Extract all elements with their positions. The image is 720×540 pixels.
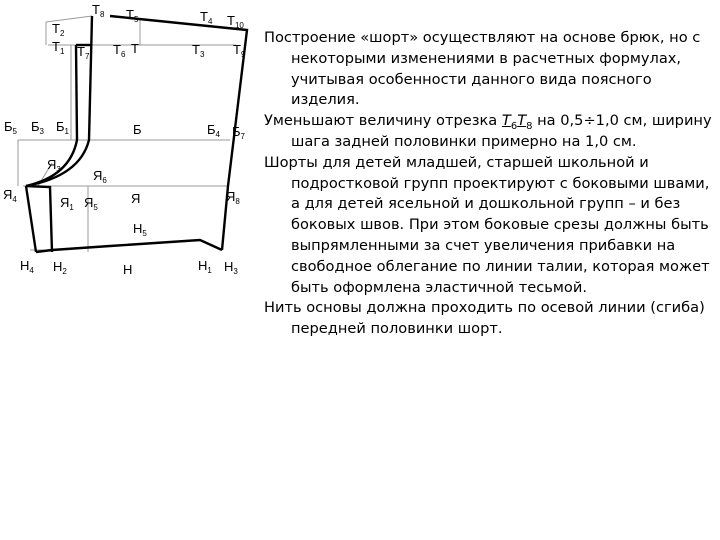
label-t3: $Т_3$ xyxy=(192,42,205,59)
description-text xyxy=(264,28,716,340)
label-t2: $Т_2$ xyxy=(52,21,65,38)
label-ya3: $Я_3$ xyxy=(47,157,61,174)
back-inseam-outline xyxy=(26,186,36,252)
label-t9: $Т_9$ xyxy=(233,42,246,59)
label-t7: $Т_7$ xyxy=(77,44,90,61)
reduction-before: Уменьшают величину отрезка xyxy=(264,112,502,130)
label-t4: $Т_4$ xyxy=(200,9,213,26)
label-ya1: $Я_1$ xyxy=(60,195,74,212)
label-b: Б xyxy=(133,122,142,137)
label-ya4: $Я_4$ xyxy=(3,187,17,204)
label-ya: Я xyxy=(131,191,141,206)
paragraph-grain-line: Нить основы должна проходить по осевой линии (сгиба) передней половинки шорт. xyxy=(264,299,705,338)
label-b1: $Б_1$ xyxy=(56,119,69,136)
shorts-pattern-diagram xyxy=(0,0,262,290)
label-h5: $Н_5$ xyxy=(133,221,147,238)
label-h3: $Н_3$ xyxy=(224,259,238,276)
label-ya5: $Я_5$ xyxy=(84,195,98,212)
hem-outline xyxy=(36,240,222,252)
label-t6: $Т_6$ xyxy=(113,42,126,59)
label-h4: $Н_4$ xyxy=(20,258,34,275)
label-t10: $Т_{10}$ xyxy=(227,13,244,30)
label-b5: $Б_5$ xyxy=(4,119,17,136)
label-t5: $Т_5$ xyxy=(126,7,139,24)
label-h1: $Н_1$ xyxy=(198,258,212,275)
segment-label: $Т_6Т_8$ xyxy=(501,112,533,133)
label-t8: $Т_8$ xyxy=(92,2,105,19)
label-t: Т xyxy=(131,41,139,56)
label-b4: $Б_4$ xyxy=(207,122,220,139)
paragraph-reduction xyxy=(264,111,716,153)
label-b3: $Б_3$ xyxy=(31,119,44,136)
label-h2: $Н_2$ xyxy=(53,259,67,276)
label-t1: $Т_1$ xyxy=(52,39,65,56)
label-ya6: $Я_6$ xyxy=(93,168,107,185)
pattern-drawing xyxy=(0,0,262,290)
reduction-after: на 0,5÷1,0 см, ширину шага задней половинки примерно на 1,0 см. xyxy=(291,112,712,150)
label-ya8: $Я_8$ xyxy=(226,189,240,206)
label-b7: $Б_7$ xyxy=(232,124,245,141)
paragraph-construction: Построение «шорт» осуществляют на основе брюк, но с некоторыми изменениями в расчетных формулах, учитывая особенности данного вида поясного изделия. xyxy=(264,29,701,109)
paragraph-children-groups: Шорты для детей младшей, старшей школьной и подростковой групп проектируют с боковыми швами, а для детей ясельной и дошкольной групп – и без боковых швов. При этом боковые срезы должны быть выпрямленными за счет увеличения прибавки на свободное облегание по линии талии, которая может быть оформлена эластичной тесьмой. xyxy=(264,153,710,296)
label-h: Н xyxy=(123,262,133,277)
